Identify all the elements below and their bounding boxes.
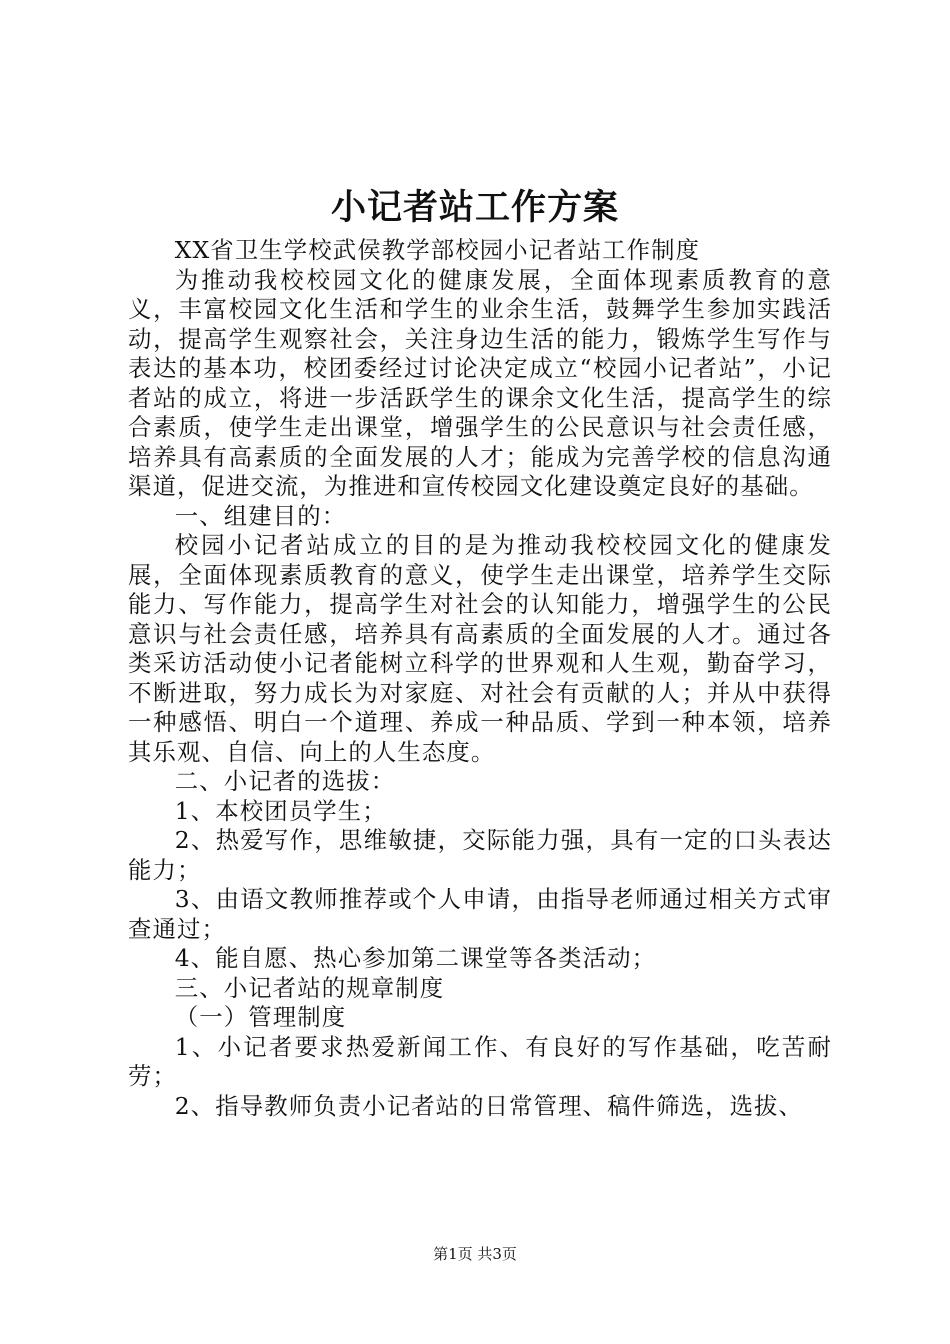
list-item-management-2: 2、指导教师负责小记者站的日常管理、稿件筛选，选拔、 [174,1091,804,1120]
page-footer: 第1页 共3页 [433,1245,517,1263]
list-item-selection-4: 4、能自愿、热心参加第二课堂等各类活动； [174,944,657,972]
section-heading-purpose: 一、组建目的： [174,501,347,530]
document-body [128,236,832,1121]
list-item-management-1: 1、小记者要求热爱新闻工作、有良好的写作基础，吃苦耐劳； [128,1032,832,1090]
paragraph-purpose: 校园小记者站成立的目的是为推动我校校园文化的健康发展，全面体现素质教育的意义，使学生走出课堂，培养学生交际能力、写作能力，提高学生对社会的认知能力，增强学生的公民意识与社会责任感，培养具有高素质的全面发展的人才。通过各类采访活动使小记者能树立科学的世界观和人生观，勤奋学习，不断进取，努力成长为对家庭、对社会有贡献的人；并从中获得一种感悟、明白一个道理、养成一种品质、学到一种本领，培养其乐观、自信、向上的人生态度。 [128,531,832,766]
section-heading-rules: 三、小记者站的规章制度 [174,973,445,1002]
list-item-selection-3: 3、由语文教师推荐或个人申请，由指导老师通过相关方式审查通过； [128,885,832,943]
list-item-selection-2: 2、热爱写作，思维敏捷，交际能力强，具有一定的口头表达能力； [128,826,832,884]
section-heading-selection: 二、小记者的选拔： [174,767,396,795]
paragraph-subtitle: XX省卫生学校武侯教学部校园小记者站工作制度 [174,236,701,264]
page-title: 小记者站工作方案 [330,187,619,228]
subsection-heading-management: （一）管理制度 [174,1003,347,1031]
list-item-selection-1: 1、本校团员学生； [174,796,387,825]
paragraph-intro: 为推动我校校园文化的健康发展，全面体现素质教育的意义，丰富校园文化生活和学生的业余生活，鼓舞学生参加实践活动，提高学生观察社会，关注身边生活的能力，锻炼学生写作与表达的基本功，校团委经过讨论决定成立“校园小记者站”，小记者站的成立，将进一步活跃学生的课余文化生活，提高学生的综合素质，使学生走出课堂，增强学生的公民意识与社会责任感，培养具有高素质的全面发展的人才；能成为完善学校的信息沟通渠道，促进交流，为推进和宣传校园文化建设奠定良好的基础。 [128,265,832,500]
